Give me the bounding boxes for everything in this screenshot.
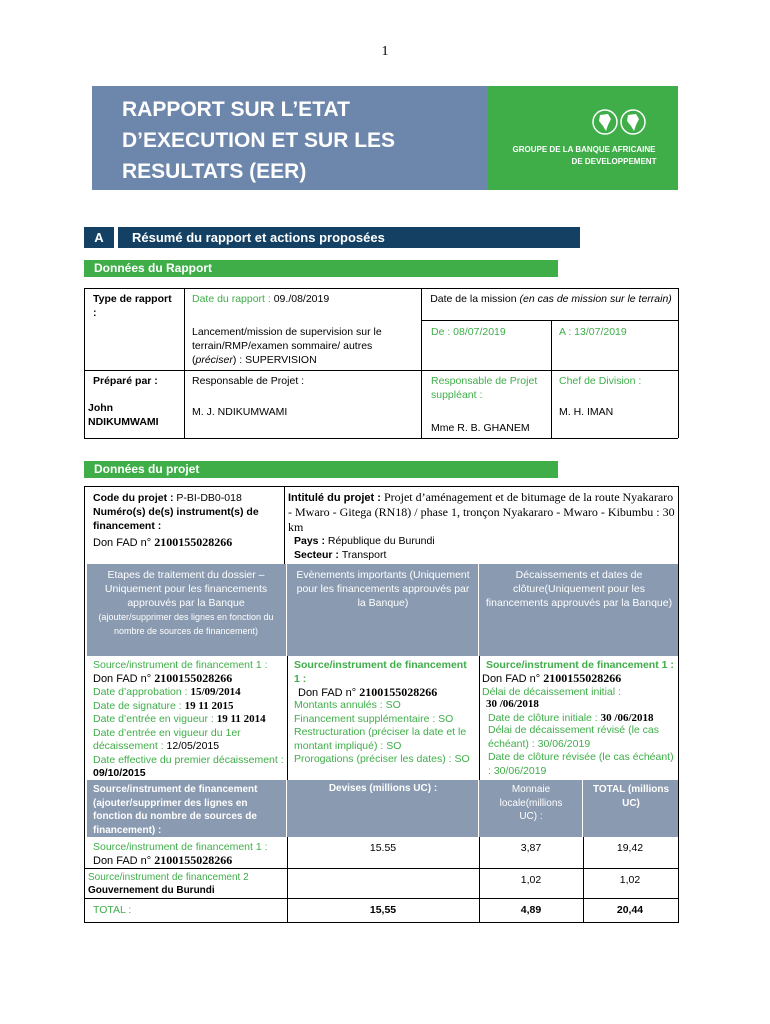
- preparer-name: John NDIKUMWAMI: [88, 402, 159, 428]
- initial-disbursement-value: 30 /06/2018: [486, 698, 539, 710]
- donnees-projet-heading: Données du projet: [84, 461, 558, 478]
- afdb-logo-icon: [590, 106, 650, 138]
- finance-row1-label: Source/instrument de financement 1 :: [93, 841, 268, 853]
- devises-header: Devises (millions UC) :: [328, 783, 438, 794]
- division-chief-label: Chef de Division :: [559, 375, 642, 387]
- finance-row1-don: Don FAD n° 2100155028266: [93, 853, 233, 867]
- project-title: Intitulé du projet : Projet d’aménagement et de bitumage de la route Nyakararo - Mwaro - Gitega (RN18) / phase 1, tronçon Nyakararo - Mwaro - Kibumbu : 30 km: [288, 490, 675, 534]
- total-devises: 15,55: [369, 904, 397, 916]
- project-code: Code du projet : P-BI-DB0-018: [93, 492, 242, 504]
- org-banner: [488, 86, 678, 190]
- source-1-events: Montants annulés : SO Financement supplémentaire : SO Restructuration (préciser la date et le montant impliqué) : SO Prorogations (préciser les dates) : SO: [294, 699, 470, 765]
- source-1-title: Source/instrument de financement 1 :: [93, 659, 268, 671]
- source-1-events-don: Don FAD n° 2100155028266: [298, 685, 438, 699]
- row1-locale: 3,87: [520, 842, 542, 854]
- total-header: TOTAL (millions UC): [592, 784, 670, 809]
- mission-date-label: Date de la mission (en cas de mission sur le terrain): [430, 293, 672, 305]
- project-manager-label: Responsable de Projet :: [192, 375, 305, 387]
- source-1-dates: Date d’approbation : 15/09/2014 Date de signature : 19 11 2015 Date d’entrée en vigueur : 19 11 2014 Date d’entrée en vigueur du 1er décaissement : 12/05/2015 Date effective du premier décaissement : 09/10/2015: [93, 686, 284, 779]
- mission-type: Lancement/mission de supervision sur le terrain/RMP/examen sommaire/ autres (préciser) : SUPERVISION: [192, 326, 382, 366]
- mission-start-date: De : 08/07/2019: [431, 326, 506, 338]
- instrument-label: Numéro(s) de(s) instrument(s) de financement :: [93, 506, 259, 532]
- deputy-manager-label: Responsable de Projet suppléant :: [431, 375, 538, 401]
- source-1-disb-don: Don FAD n° 2100155028266: [482, 671, 622, 685]
- finance-row2-label: Source/instrument de financement 2: [88, 872, 249, 883]
- initial-closing-date: Date de clôture initiale : 30 /06/2018: [488, 712, 654, 724]
- deputy-manager-name: Mme R. B. GHANEM: [431, 422, 530, 434]
- disbursement-header: Décaissements et dates de clôture(Uniquement pour les financements approuvés par la Banque): [485, 569, 673, 609]
- revised-closing-date: Date de clôture révisée (le cas échéant) : 30/06/2019: [488, 751, 674, 777]
- row2-locale: 1,02: [520, 874, 542, 886]
- row2-total: 1,02: [619, 874, 641, 886]
- initial-disbursement-label: Délai de décaissement initial :: [482, 686, 621, 698]
- events-header: Evènements importants (Uniquement pour les financements approuvés par la Banque): [296, 569, 470, 609]
- local-currency-header: Monnaie locale(millions UC) :: [499, 784, 563, 822]
- project-manager-name: M. J. NDIKUMWAMI: [192, 406, 288, 418]
- source-1-don: Don FAD n° 2100155028266: [93, 671, 233, 685]
- total-total: 20,44: [616, 904, 644, 916]
- total-locale: 4,89: [520, 904, 542, 916]
- row1-total: 19,42: [616, 842, 644, 854]
- don-fad-number: Don FAD n° 2100155028266: [93, 535, 233, 549]
- org-name: GROUPE DE LA BANQUE AFRICAINE DE DEVELOPPEMENT: [512, 145, 657, 166]
- source-1-disb-title: Source/instrument de financement 1 :: [486, 659, 674, 671]
- section-title: Résumé du rapport et actions proposées: [118, 227, 580, 248]
- finance-source-header: Source/instrument de financement (ajouter/supprimer des lignes en fonction du nombre de sources de financement) :: [93, 784, 258, 836]
- sector: Secteur : Transport: [294, 549, 387, 561]
- finance-row2-sub: Gouvernement du Burundi: [88, 885, 215, 896]
- revised-disbursement: Délai de décaissement révisé (le cas échéant) : 30/06/2019: [488, 724, 659, 750]
- stages-header: Etapes de traitement du dossier – Uniquement pour les financements approuvés par la Banque (ajouter/supprimer des lignes en fonction du nombre de sources de financement): [98, 569, 274, 636]
- report-type-label: Type de rapport :: [93, 293, 172, 319]
- division-chief-name: M. H. IMAN: [559, 406, 614, 418]
- row1-devises: 15.55: [369, 842, 397, 854]
- total-label: TOTAL :: [93, 904, 132, 916]
- report-date: Date du rapport : 09./08/2019: [192, 293, 330, 305]
- donnees-rapport-heading: Données du Rapport: [84, 260, 558, 277]
- source-1-events-title: Source/instrument de financement 1 :: [294, 659, 467, 685]
- mission-end-date: A : 13/07/2019: [559, 326, 627, 338]
- report-title: RAPPORT SUR L’ETAT D’EXECUTION ET SUR LES RESULTATS (EER): [122, 98, 396, 183]
- prepared-by-label: Préparé par :: [93, 375, 158, 387]
- section-letter: A: [84, 227, 114, 248]
- page-number: 1: [381, 44, 389, 59]
- country: Pays : République du Burundi: [294, 535, 435, 547]
